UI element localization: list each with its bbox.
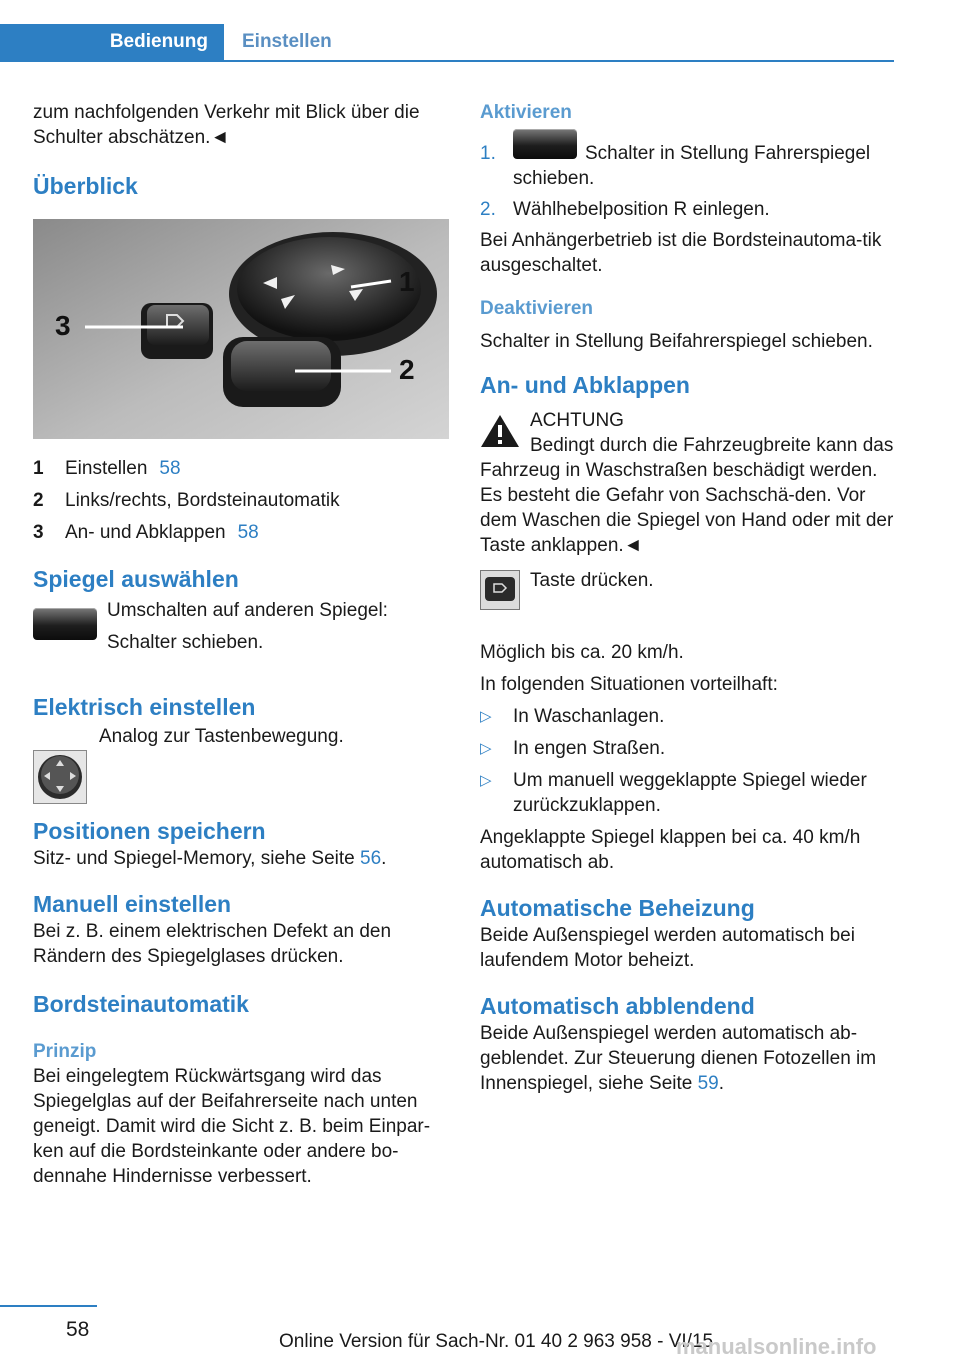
step-text: Schalter in Stellung Fahrerspiegel schieben. bbox=[513, 143, 871, 189]
select-block bbox=[33, 598, 449, 670]
principle-heading: Prinzip bbox=[33, 1041, 97, 1062]
legend-page-link[interactable]: 58 bbox=[237, 521, 259, 543]
four-way-control-icon bbox=[33, 750, 87, 804]
dimming-period: . bbox=[718, 1073, 725, 1094]
tab-einstellen-label: Einstellen bbox=[242, 31, 332, 52]
step-number: 1. bbox=[480, 143, 496, 164]
page-number: 58 bbox=[66, 1318, 90, 1341]
header-tabbar bbox=[0, 24, 894, 62]
button-block bbox=[480, 568, 896, 636]
legend-row bbox=[33, 484, 449, 516]
electric-heading: Elektrisch einstellen bbox=[33, 694, 256, 720]
folded-text: Angeklappte Spiegel klappen bei ca. 40 km/h automatisch ab. bbox=[480, 827, 861, 873]
curb-heading: Bordsteinautomatik bbox=[33, 991, 249, 1017]
heating-text: Beide Außenspiegel werden automatisch bei laufendem Motor beheizt. bbox=[480, 925, 855, 971]
footer-rule bbox=[0, 1305, 97, 1307]
fold-heading: An- und Abklappen bbox=[480, 372, 690, 398]
select-heading: Spiegel auswählen bbox=[33, 566, 239, 592]
legend-row bbox=[33, 516, 449, 548]
electric-block bbox=[33, 724, 449, 808]
legend-page-link[interactable]: 58 bbox=[159, 457, 181, 479]
overview-heading: Überblick bbox=[33, 173, 138, 199]
step-text: Wählhebelposition R einlegen. bbox=[513, 199, 770, 220]
dimming-text bbox=[480, 1021, 896, 1096]
deactivate-heading: Deaktivieren bbox=[480, 298, 594, 319]
save-text bbox=[33, 846, 449, 871]
warning-block bbox=[480, 408, 896, 558]
save-heading: Positionen speichern bbox=[33, 818, 266, 844]
dimming-page-link[interactable]: 59 bbox=[697, 1073, 719, 1094]
trailer-text: Bei Anhängerbetrieb ist die Bordsteinautoma-tik ausgeschaltet. bbox=[480, 230, 882, 276]
electric-text: Analog zur Tastenbewegung. bbox=[99, 726, 344, 747]
warning-text: Bedingt durch die Fahrzeugbreite kann das Fahrzeug in Waschstraßen beschädigt werden. Es besteht die Gefahr von Sachschä-den. Vor dem Waschen die Spiegel von Hand oder mit der Taste anklappen.◄ bbox=[480, 435, 894, 556]
watermark-text: manualsonline.info bbox=[676, 1334, 877, 1359]
warning-triangle-icon bbox=[480, 414, 520, 448]
legend-label: Links/rechts, Bordsteinautomatik bbox=[65, 489, 340, 511]
list-item-text: In Waschanlagen. bbox=[513, 706, 665, 727]
mirror-control-photo bbox=[33, 219, 449, 439]
tab-bedienung[interactable] bbox=[0, 24, 224, 60]
tab-einstellen[interactable] bbox=[242, 24, 332, 60]
bullet-icon: ▷ bbox=[480, 772, 492, 789]
dimming-text-body: Beide Außenspiegel werden automatisch ab-geblendet. Zur Steuerung dienen Fotozellen im Innenspiegel, siehe Seite bbox=[480, 1023, 877, 1094]
intro-text: zum nachfolgenden Verkehr mit Blick über die Schulter abschätzen.◄ bbox=[33, 102, 420, 148]
fold-button-icon bbox=[480, 570, 520, 610]
deactivate-text: Schalter in Stellung Beifahrerspiegel schieben. bbox=[480, 331, 873, 352]
left-column bbox=[33, 100, 449, 1189]
list-item-text: In engen Straßen. bbox=[513, 738, 666, 759]
legend-num: 2 bbox=[33, 489, 44, 511]
legend-num: 3 bbox=[33, 521, 44, 543]
legend-row bbox=[33, 452, 449, 484]
select-line-1: Umschalten auf anderen Spiegel: bbox=[107, 600, 388, 621]
photo-callout-3: 3 bbox=[55, 310, 71, 341]
save-page-link[interactable]: 56 bbox=[360, 848, 382, 869]
list-item bbox=[480, 736, 896, 761]
legend-num: 1 bbox=[33, 457, 44, 479]
bullet-icon: ▷ bbox=[480, 708, 492, 725]
manual-text: Bei z. B. einem elektrischen Defekt an den Rändern des Spiegelglases drücken. bbox=[33, 921, 392, 967]
tab-bedienung-label: Bedienung bbox=[109, 31, 208, 52]
principle-text: Bei eingelegtem Rückwärtsgang wird das Spiegelglas auf der Beifahrerseite nach unten geneigt. Damit wird die Sicht z. B. beim Einpar-ken auf die Bordsteinkante oder andere bo-dennahe Hindernisse verbessert. bbox=[33, 1066, 431, 1187]
mirror-switch-icon bbox=[33, 608, 97, 640]
list-item bbox=[480, 704, 896, 729]
manual-heading: Manuell einstellen bbox=[33, 891, 232, 917]
save-period: . bbox=[381, 848, 387, 869]
activate-step-1 bbox=[480, 141, 896, 191]
activate-heading: Aktivieren bbox=[480, 102, 572, 123]
photo-callout-2: 2 bbox=[399, 354, 415, 385]
bullet-icon: ▷ bbox=[480, 740, 492, 757]
situations-intro: In folgenden Situationen vorteilhaft: bbox=[480, 674, 778, 695]
right-column bbox=[480, 100, 896, 1096]
activate-step-2 bbox=[480, 197, 896, 222]
mirror-switch-icon bbox=[513, 129, 577, 159]
online-version-text: Online Version für Sach-Nr. 01 40 2 963 958 - VI/15 bbox=[279, 1331, 714, 1352]
heating-heading: Automatische Beheizung bbox=[480, 895, 755, 921]
step-number: 2. bbox=[480, 199, 496, 220]
photo-callout-1: 1 bbox=[399, 266, 415, 297]
warning-title: ACHTUNG bbox=[530, 410, 624, 431]
dimming-heading: Automatisch abblendend bbox=[480, 993, 755, 1019]
legend-label: Einstellen bbox=[65, 457, 148, 479]
list-item bbox=[480, 768, 896, 818]
button-text: Taste drücken. bbox=[530, 570, 654, 591]
possible-text: Möglich bis ca. 20 km/h. bbox=[480, 642, 684, 663]
list-item-text: Um manuell weggeklappte Spiegel wieder zurückzuklappen. bbox=[513, 770, 867, 816]
select-line-2: Schalter schieben. bbox=[107, 632, 264, 653]
save-text-body: Sitz- und Spiegel-Memory, siehe Seite bbox=[33, 848, 355, 869]
photo-legend bbox=[33, 452, 449, 548]
legend-label: An- und Abklappen bbox=[65, 521, 226, 543]
